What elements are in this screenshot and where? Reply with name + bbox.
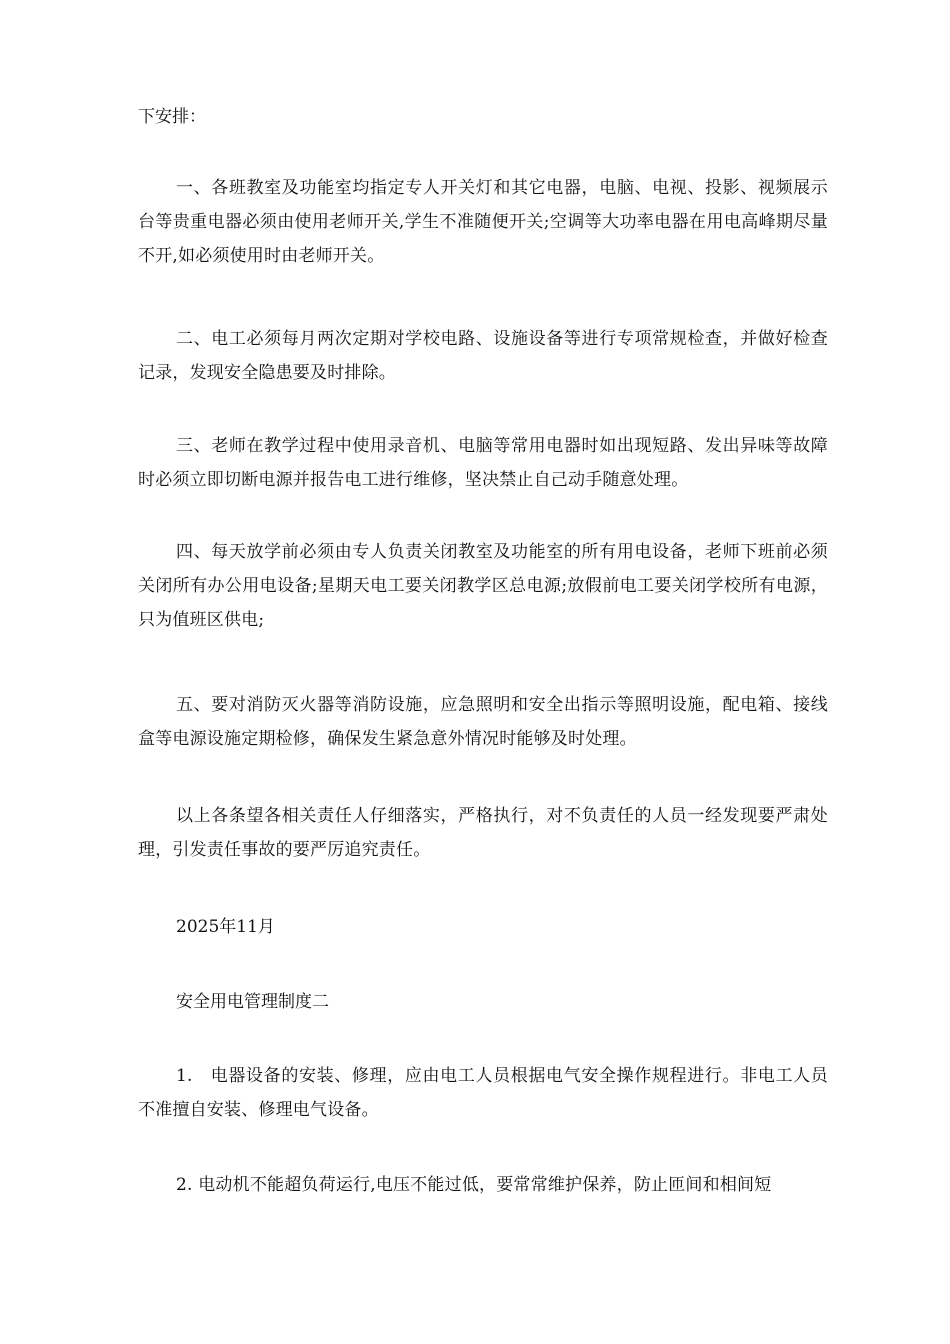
- item-paragraph-2: 2. 电动机不能超负荷运行,电压不能过低，要常常维护保养，防止匝间和相间短: [176, 1175, 772, 1195]
- date-line: 2025年11月: [176, 917, 275, 937]
- rule-paragraph-5: 五、要对消防灭火器等消防设施，应急照明和安全出指示等照明设施，配电箱、接线盒等电源设施定期检修，确保发生紧急意外情况时能够及时处理。: [138, 695, 828, 749]
- section-title: 安全用电管理制度二: [176, 992, 329, 1012]
- continuation-text: 下安排：: [138, 107, 206, 127]
- rule-paragraph-4: 四、每天放学前必须由专人负责关闭教室及功能室的所有用电设备，老师下班前必须关闭所有办公用电设备;星期天电工要关闭教学区总电源;放假前电工要关闭学校所有电源，只为值班区供电;: [138, 542, 828, 630]
- item-paragraph-1: 1. 电器设备的安装、修理，应由电工人员根据电气安全操作规程进行。非电工人员不准擅自安装、修理电气设备。: [138, 1066, 828, 1120]
- closing-paragraph: 以上各条望各相关责任人仔细落实，严格执行，对不负责任的人员一经发现要严肃处理，引发责任事故的要严厉追究责任。: [138, 806, 828, 860]
- rule-paragraph-3: 三、老师在教学过程中使用录音机、电脑等常用电器时如出现短路、发出异味等故障时必须立即切断电源并报告电工进行维修，坚决禁止自己动手随意处理。: [138, 436, 828, 490]
- rule-paragraph-2: 二、电工必须每月两次定期对学校电路、设施设备等进行专项常规检查，并做好检查记录，发现安全隐患要及时排除。: [138, 329, 828, 383]
- rule-paragraph-1: 一、各班教室及功能室均指定专人开关灯和其它电器，电脑、电视、投影、视频展示台等贵重电器必须由使用老师开关,学生不准随便开关;空调等大功率电器在用电高峰期尽量不开,如必须使用时由老师开关。: [138, 178, 828, 266]
